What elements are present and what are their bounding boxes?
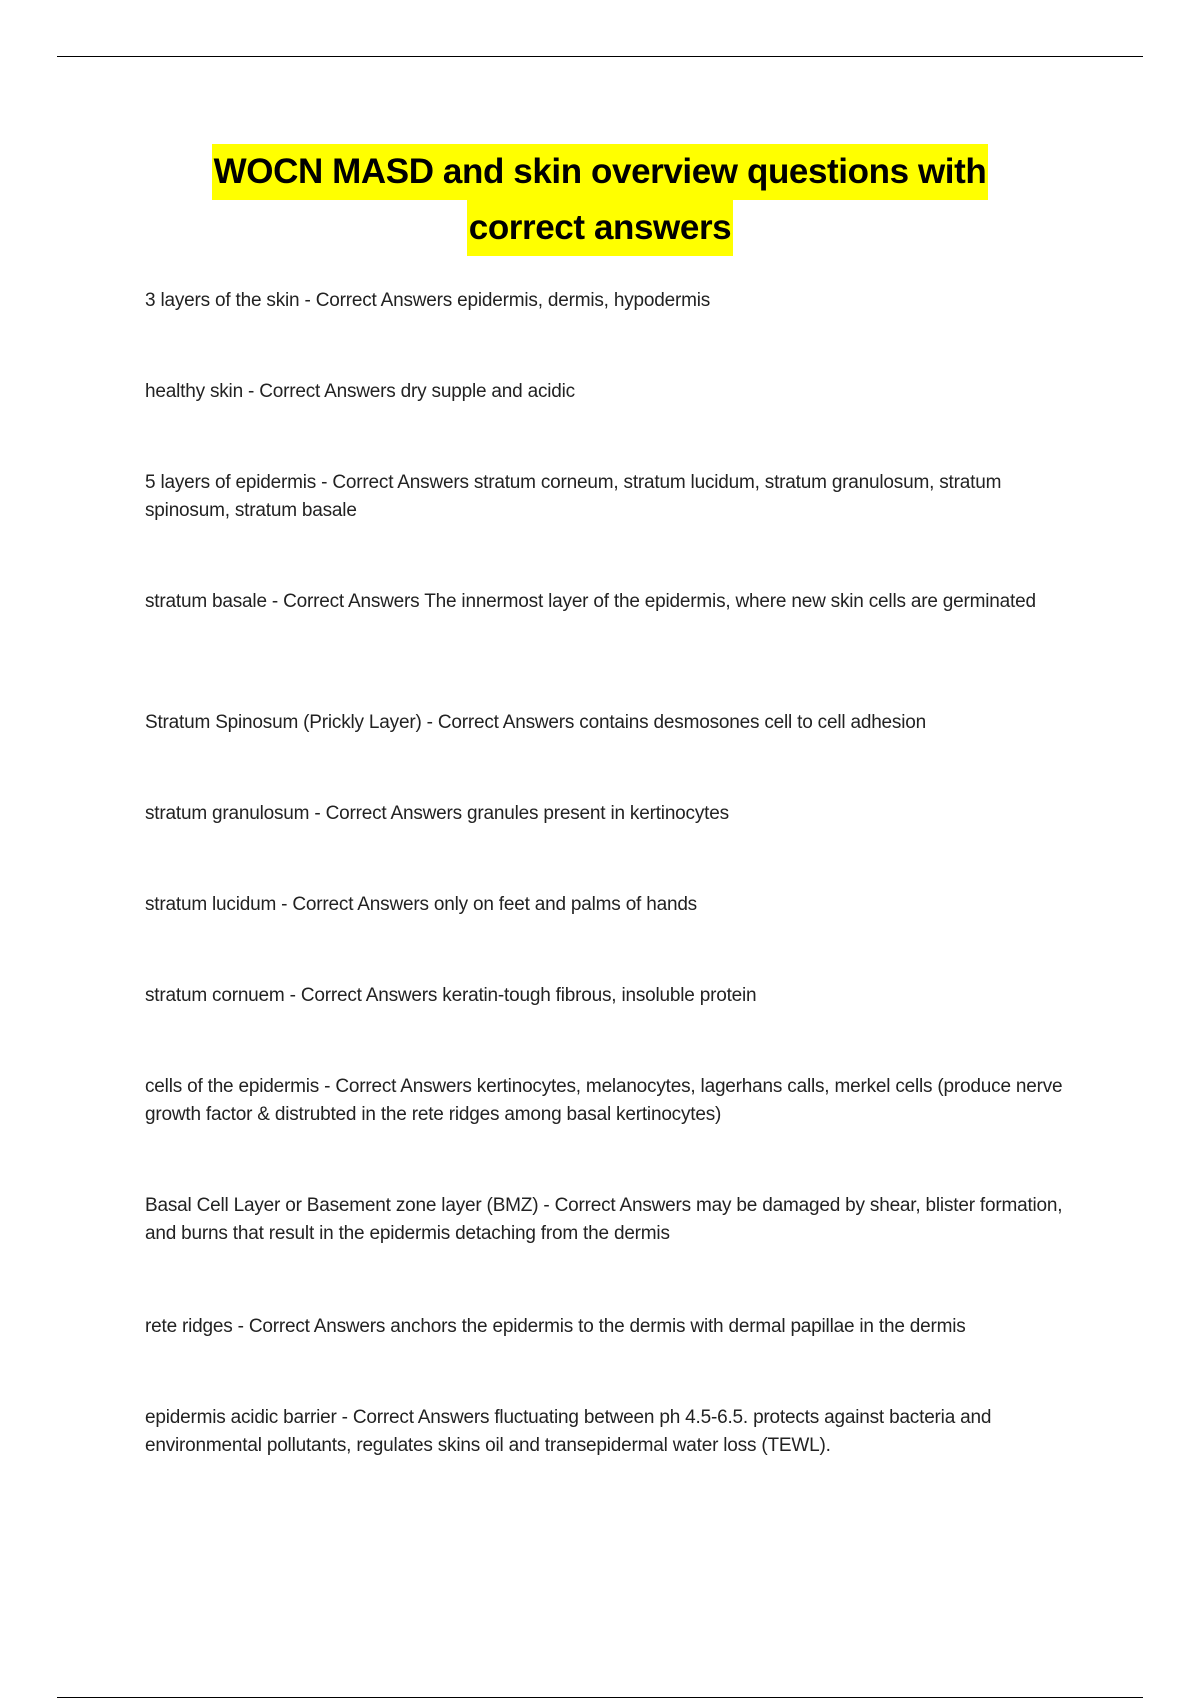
qa-item: 5 layers of epidermis - Correct Answers stratum corneum, stratum lucidum, stratum granulosum, stratum spinosum, stratum basale bbox=[145, 472, 1002, 521]
title-line-2: correct answers bbox=[467, 200, 733, 256]
qa-item: stratum basale - Correct Answers The innermost layer of the epidermis, where new skin cells are germinated bbox=[145, 591, 1036, 612]
bottom-rule bbox=[57, 1697, 1143, 1698]
qa-item: epidermis acidic barrier - Correct Answers fluctuating between ph 4.5-6.5. protects against bacteria and environmental pollutants, regulates skins oil and transepidermal water loss (TEWL). bbox=[145, 1407, 992, 1456]
title-line-1: WOCN MASD and skin overview questions with bbox=[212, 144, 989, 200]
qa-item: stratum lucidum - Correct Answers only on feet and palms of hands bbox=[145, 894, 697, 915]
qa-item: cells of the epidermis - Correct Answers kertinocytes, melanocytes, lagerhans calls, merkel cells (produce nerve growth factor & distrubted in the rete ridges among basal kertinocytes) bbox=[145, 1076, 1063, 1125]
qa-item: Basal Cell Layer or Basement zone layer (BMZ) - Correct Answers may be damaged by shear, blister formation, and burns that result in the epidermis detaching from the dermis bbox=[145, 1195, 1063, 1244]
qa-item: 3 layers of the skin - Correct Answers epidermis, dermis, hypodermis bbox=[145, 290, 711, 311]
qa-item: Stratum Spinosum (Prickly Layer) - Correct Answers contains desmosones cell to cell adhesion bbox=[145, 712, 926, 733]
qa-item: stratum granulosum - Correct Answers granules present in kertinocytes bbox=[145, 803, 729, 824]
document-title bbox=[100, 144, 1100, 256]
qa-item: healthy skin - Correct Answers dry supple and acidic bbox=[145, 381, 575, 402]
top-rule bbox=[57, 56, 1143, 57]
qa-item: rete ridges - Correct Answers anchors the epidermis to the dermis with dermal papillae in the dermis bbox=[145, 1316, 966, 1337]
qa-item: stratum cornuem - Correct Answers keratin-tough fibrous, insoluble protein bbox=[145, 985, 757, 1006]
